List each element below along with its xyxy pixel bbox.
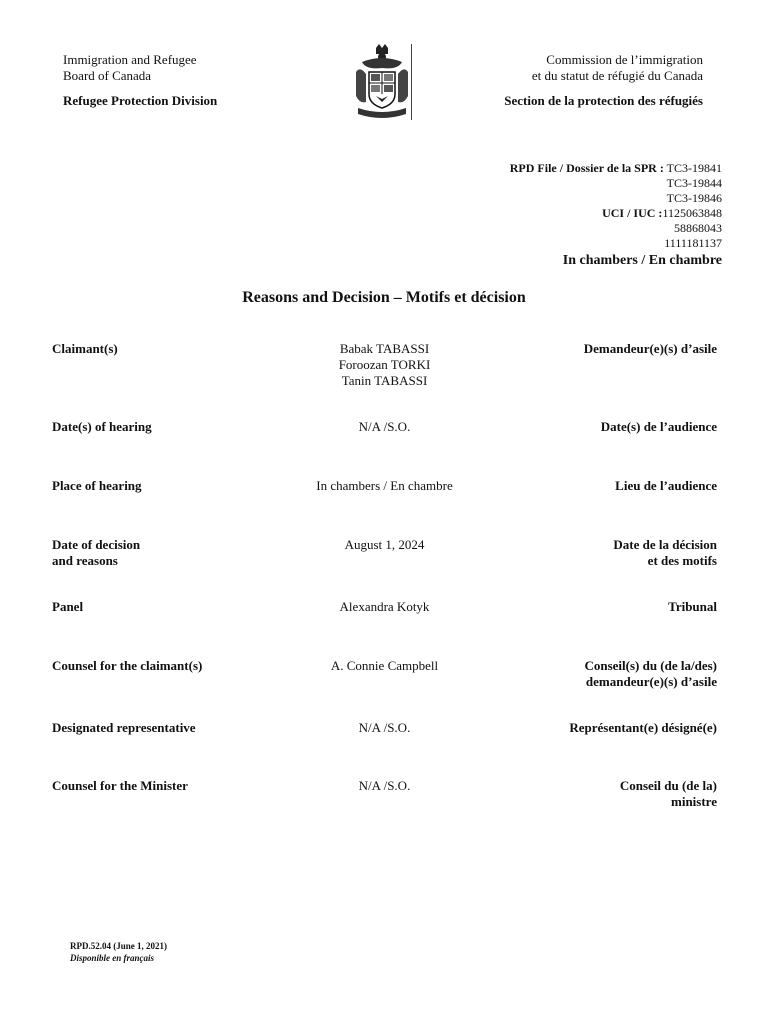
row-label-en: Date(s) of hearing: [52, 419, 152, 434]
form-code: RPD.52.04 (June 1, 2021): [70, 941, 167, 951]
uci-label: UCI / IUC :: [602, 206, 663, 220]
row-label-fr-line2: demandeur(e)(s) d’asile: [585, 674, 717, 689]
row-label-fr-line1: Conseil du (de la): [619, 778, 717, 793]
row-value: A. Connie Campbell: [330, 658, 439, 673]
division-name-fr: Section de la protection des réfugiés: [504, 93, 703, 108]
header-right: [504, 52, 703, 109]
row-label-fr: Représentant(e) désigné(e): [569, 720, 717, 735]
row-value: N/A /S.O.: [358, 419, 411, 434]
row-value: N/A /S.O.: [358, 778, 411, 793]
row-label-fr: Tribunal: [668, 599, 717, 614]
footer: [70, 940, 167, 964]
row-label-en: Counsel for the Minister: [52, 778, 188, 793]
row-label-fr: [584, 658, 717, 690]
row-label-fr: [620, 778, 717, 810]
row-label-en: Panel: [52, 599, 84, 614]
row-label-fr-line2: ministre: [671, 794, 717, 809]
org-name-en-line2: Board of Canada: [63, 68, 152, 83]
row-label-fr: Lieu de l’audience: [615, 478, 717, 493]
row-label-fr: Demandeur(e)(s) d’asile: [583, 341, 717, 356]
row-value: Alexandra Kotyk: [339, 599, 430, 614]
file-number: TC3-19846: [666, 191, 722, 205]
row-label-fr-line2: et des motifs: [647, 553, 717, 568]
row-value: N/A /S.O.: [358, 720, 411, 735]
row-label-fr: [613, 537, 717, 569]
uci-number: 1111181137: [664, 236, 722, 250]
row-label-fr-line1: Date de la décision: [613, 537, 717, 552]
org-name-en-line1: Immigration and Refugee: [63, 52, 197, 67]
row-label-en: [52, 537, 140, 569]
row-label-fr: Date(s) de l’audience: [600, 419, 717, 434]
division-name-en: Refugee Protection Division: [63, 93, 218, 108]
chambers-note: In chambers / En chambre: [562, 253, 722, 268]
file-number-row: [510, 161, 722, 176]
uci-row: [510, 206, 722, 221]
row-value: [252, 341, 517, 389]
header-divider: [411, 44, 412, 120]
org-name-fr-line1: Commission de l’immigration: [546, 52, 703, 67]
row-value: August 1, 2024: [344, 537, 425, 552]
row-label-en-line1: Date of decision: [52, 537, 141, 552]
coat-of-arms-emblem: [352, 44, 412, 120]
document-title: Reasons and Decision – Motifs et décision: [242, 289, 526, 306]
claimant-name: Foroozan TORKI: [338, 357, 431, 372]
org-name-fr-line2: et du statut de réfugié du Canada: [531, 68, 703, 83]
file-number: TC3-19844: [666, 176, 722, 190]
claimant-name: Babak TABASSI: [339, 341, 430, 356]
row-label-en: Claimant(s): [52, 341, 118, 356]
claimant-name: Tanin TABASSI: [341, 373, 428, 388]
file-number: TC3-19841: [666, 161, 722, 175]
row-label-en: Designated representative: [52, 720, 196, 735]
row-label-fr-line1: Conseil(s) du (de la/des): [584, 658, 717, 673]
row-label-en-line2: and reasons: [52, 553, 118, 568]
french-availability-note: Disponible en français: [70, 953, 155, 963]
uci-number: 58868043: [674, 221, 722, 235]
file-label: RPD File / Dossier de la SPR :: [509, 161, 664, 175]
header-left: [63, 52, 217, 109]
row-label-en: Counsel for the claimant(s): [52, 658, 203, 673]
uci-number: 1125063848: [662, 206, 722, 220]
file-info-block: [510, 161, 722, 268]
row-label-en: Place of hearing: [52, 478, 142, 493]
row-value: In chambers / En chambre: [316, 478, 453, 493]
